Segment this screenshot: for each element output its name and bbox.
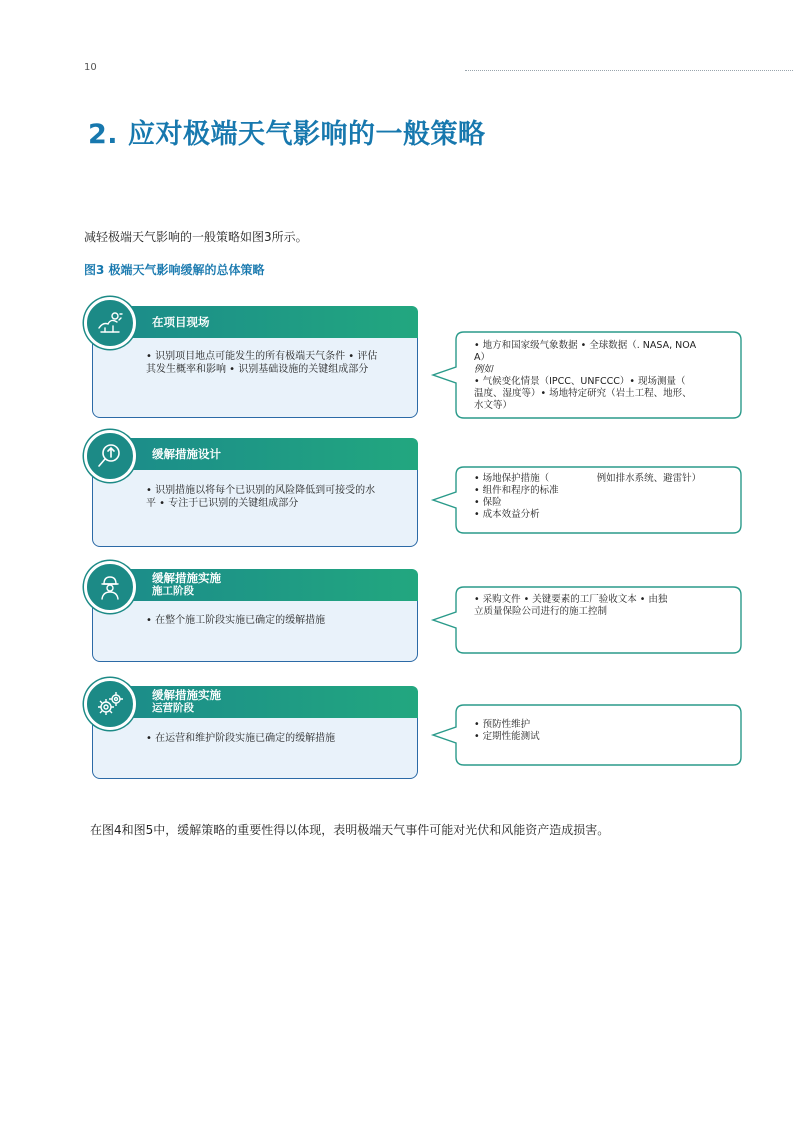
stage-description-construction xyxy=(146,614,406,627)
stage-band-site xyxy=(118,306,418,338)
stage-subtitle: 施工阶段 xyxy=(152,585,194,597)
stage-band-operation xyxy=(118,686,418,718)
stage-title: 缓解措施设计 xyxy=(152,446,221,461)
callout-design xyxy=(432,466,742,534)
figure-caption: 图3 极端天气影响缓解的总体策略 xyxy=(84,263,265,277)
callout-line: 温度、湿度等）• 场地特定研究（岩土工程、地形、 xyxy=(474,388,692,399)
callout-line: 例如 xyxy=(474,364,494,375)
intro-paragraph: 减轻极端天气影响的一般策略如图3所示。 xyxy=(84,230,308,244)
callout-site xyxy=(432,331,742,419)
page-title: 2. 应对极端天气影响的一般策略 xyxy=(88,119,486,150)
construction-worker-icon xyxy=(84,561,136,613)
callout-line: • 采购文件 • 关键要素的工厂验收文本 • 由独 xyxy=(474,594,668,605)
stage-band-design xyxy=(118,438,418,470)
stage-subtitle: 运营阶段 xyxy=(152,702,194,714)
description-line: • 识别项目地点可能发生的所有极端天气条件 • 评估 xyxy=(146,351,378,362)
closing-paragraph: 在图4和图5中，缓解策略的重要性得以体现，表明极端天气事件可能对光伏和风能资产造成损害。 xyxy=(90,823,610,837)
callout-line: 水文等） xyxy=(474,400,513,411)
callout-line: 立质量保险公司进行的施工控制 xyxy=(474,606,608,617)
site-survey-icon xyxy=(84,297,136,349)
callout-line: • 气候变化情景（IPCC、UNFCCC）• 现场测量（ xyxy=(474,376,686,387)
callout-construction xyxy=(432,586,742,654)
callout-line: • 场地保护措施（ 例如排水系统、避雷针） xyxy=(474,473,702,484)
design-magnifier-icon xyxy=(84,430,136,482)
callout-line: • 成本效益分析 xyxy=(474,509,540,520)
description-line: • 在运营和维护阶段实施已确定的缓解措施 xyxy=(146,733,336,744)
stage-title: 在项目现场 xyxy=(152,314,210,329)
callout-line: • 定期性能测试 xyxy=(474,731,540,742)
stage-title: 缓解措施实施 xyxy=(152,688,221,702)
callout-operation xyxy=(432,704,742,766)
callout-line: • 组件和程序的标准 xyxy=(474,485,559,496)
description-line: 平 • 专注于已识别的关键组成部分 xyxy=(146,498,299,509)
page-number: 10 xyxy=(84,62,97,73)
stage-description-site xyxy=(146,350,406,376)
gears-icon xyxy=(84,678,136,730)
callout-line: A） xyxy=(474,352,490,363)
stage-band-construction xyxy=(118,569,418,601)
description-line: • 识别措施以将每个已识别的风险降低到可接受的水 xyxy=(146,485,376,496)
callout-line: • 地方和国家级气象数据 • 全球数据（. NASA, NOA xyxy=(474,340,697,351)
stage-description-operation xyxy=(146,732,406,745)
description-line: • 在整个施工阶段实施已确定的缓解措施 xyxy=(146,615,326,626)
header-dotted-rule xyxy=(465,70,793,71)
callout-line: • 预防性维护 xyxy=(474,719,531,730)
stage-title: 缓解措施实施 xyxy=(152,571,221,585)
stage-description-design xyxy=(146,484,406,510)
callout-line: • 保险 xyxy=(474,497,502,508)
description-line: 其发生概率和影响 • 识别基础设施的关键组成部分 xyxy=(146,364,369,375)
